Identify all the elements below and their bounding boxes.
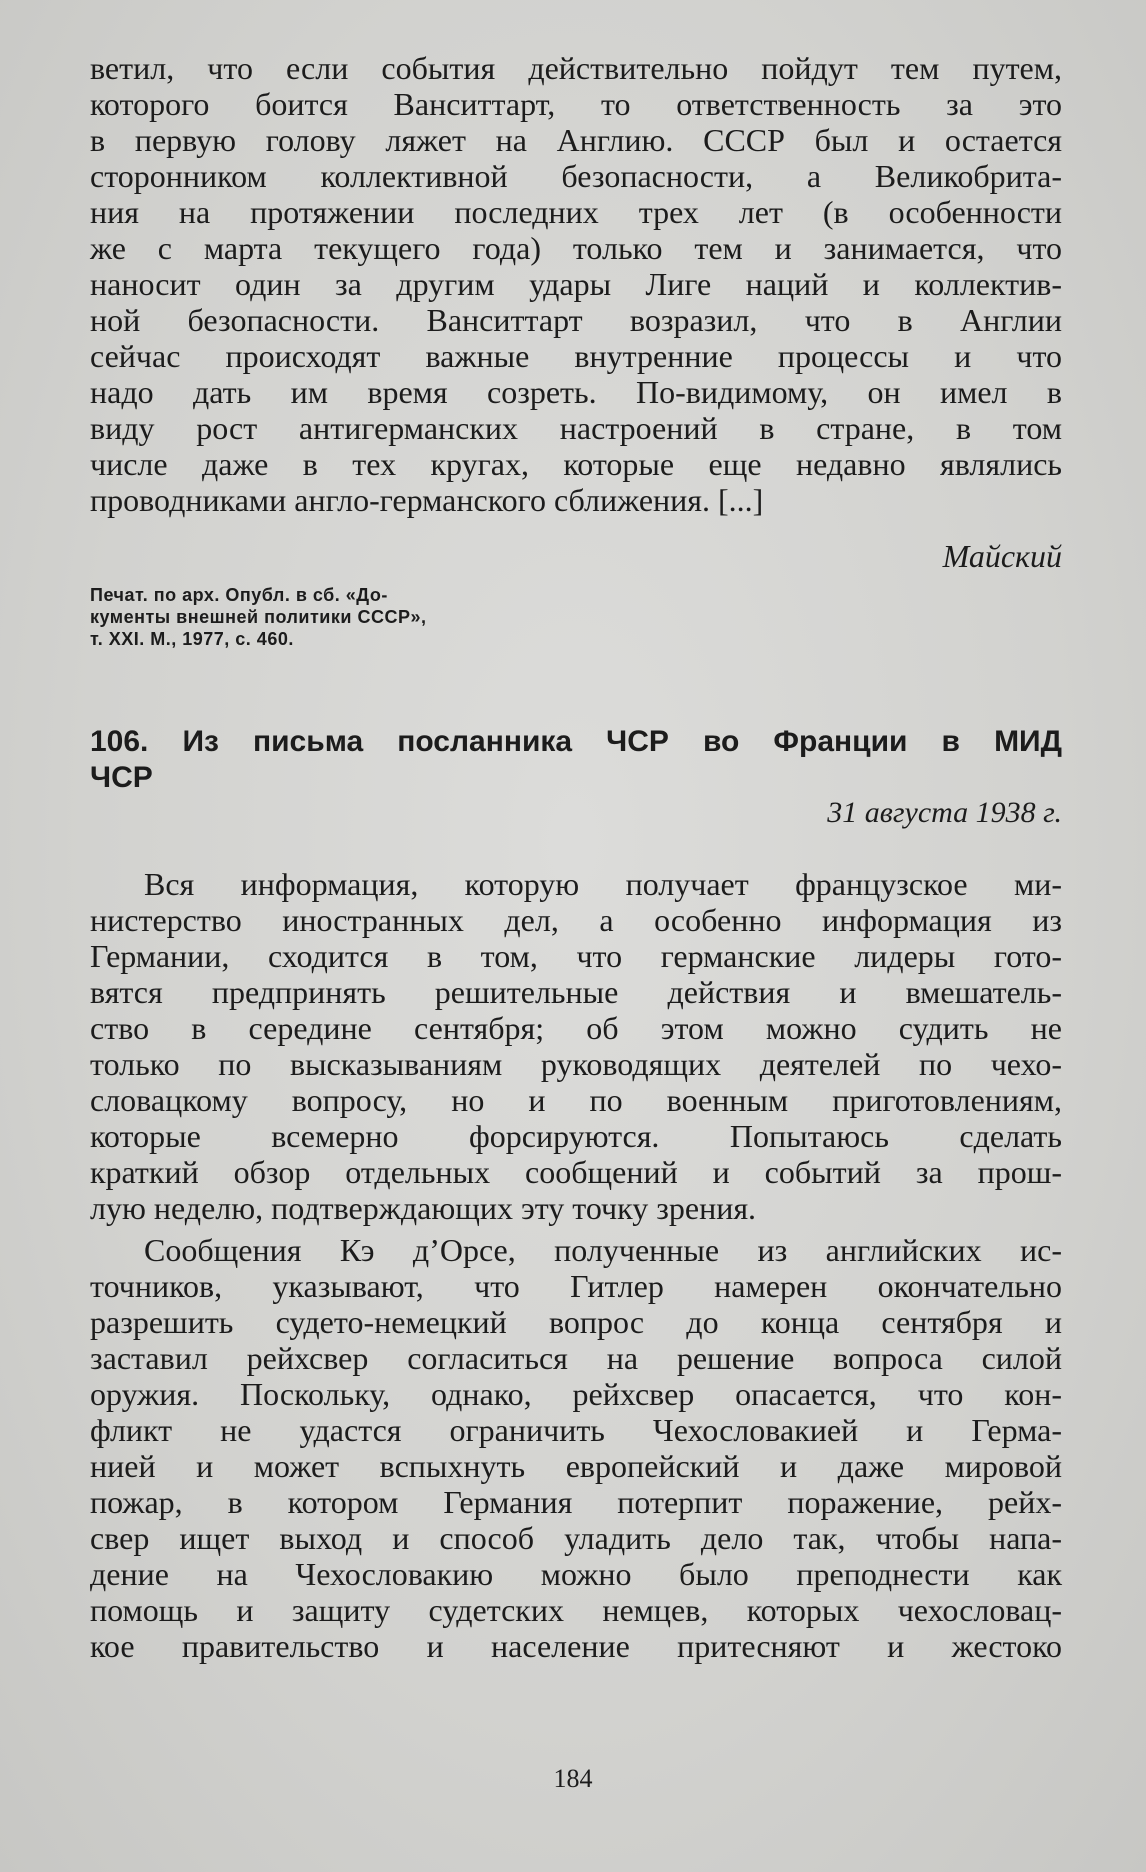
text-line: пожар, в котором Германия потерпит поражение, рейх- <box>90 1484 1062 1520</box>
paragraph-1 <box>90 866 1062 1226</box>
heading-line: ЧСР <box>90 761 153 794</box>
document-heading <box>90 724 1062 796</box>
text-line: кое правительство и население притесняют и жестоко <box>90 1628 1062 1664</box>
document-date: 31 августа 1938 г. <box>827 796 1062 829</box>
text-line: нией и может вспыхнуть европейский и даже мировой <box>90 1448 1062 1484</box>
page-number: 184 <box>553 1764 593 1793</box>
text-line: лую неделю, подтверждающих эту точку зрения. <box>90 1190 757 1226</box>
text-line: надо дать им время созреть. По-видимому, он имел в <box>90 374 1062 410</box>
text-line: ной безопасности. Ванситтарт возразил, что в Англии <box>90 302 1062 338</box>
text-line: заставил рейхсвер согласиться на решение вопроса силой <box>90 1340 1062 1376</box>
text-line: же с марта текущего года) только тем и занимается, что <box>90 230 1062 266</box>
source-note-line: т. XXI. М., 1977, с. 460. <box>90 629 294 649</box>
text-line: сторонником коллективной безопасности, а Великобрита- <box>90 158 1062 194</box>
text-line: ния на протяжении последних трех лет (в особенности <box>90 194 1062 230</box>
text-line: Германии, сходится в том, что германские лидеры гото- <box>90 938 1062 974</box>
text-line: словацкому вопросу, но и по военным приготовлениям, <box>90 1082 1062 1118</box>
text-line: нистерство иностранных дел, а особенно информация из <box>90 902 1062 938</box>
text-line: виду рост антигерманских настроений в стране, в том <box>90 410 1062 446</box>
text-line: оружия. Поскольку, однако, рейхсвер опасается, что кон- <box>90 1376 1062 1412</box>
text-line: только по высказываниям руководящих деятелей по чехо- <box>90 1046 1062 1082</box>
text-line: числе даже в тех кругах, которые еще недавно являлись <box>90 446 1062 482</box>
text-line: наносит один за другим удары Лиге наций и коллектив- <box>90 266 1062 302</box>
text-line: фликт не удастся ограничить Чехословакией и Герма- <box>90 1412 1062 1448</box>
signature: Майский <box>942 538 1062 574</box>
source-note-line: кументы внешней политики СССР», <box>90 607 427 627</box>
text-line: свер ищет выход и способ уладить дело так, чтобы напа- <box>90 1520 1062 1556</box>
text-line: ветил, что если события действительно пойдут тем путем, <box>90 50 1062 86</box>
top-paragraph <box>90 50 1062 518</box>
text-line: разрешить судето-немецкий вопрос до конца сентября и <box>90 1304 1062 1340</box>
source-note <box>90 584 426 650</box>
text-line: которые всемерно форсируются. Попытаюсь сделать <box>90 1118 1062 1154</box>
text-line: Сообщения Кэ д’Орсе, полученные из английских ис- <box>144 1232 1062 1268</box>
text-line: которого боится Ванситтарт, то ответственность за это <box>90 86 1062 122</box>
text-line: помощь и защиту судетских немцев, которых чехословац- <box>90 1592 1062 1628</box>
heading-line: 106. Из письма посланника ЧСР во Франции в МИД <box>90 725 1062 758</box>
text-line: ство в середине сентября; об этом можно судить не <box>90 1010 1062 1046</box>
text-line: дение на Чехословакию можно было преподнести как <box>90 1556 1062 1592</box>
paragraph-2 <box>90 1232 1062 1664</box>
text-line: точников, указывают, что Гитлер намерен окончательно <box>90 1268 1062 1304</box>
source-note-line: Печат. по арх. Опубл. в сб. «До- <box>90 585 388 605</box>
text-line: вятся предпринять решительные действия и вмешатель- <box>90 974 1062 1010</box>
text-line: Вся информация, которую получает французское ми- <box>144 866 1062 902</box>
text-line: в первую голову ляжет на Англию. СССР был и остается <box>90 122 1062 158</box>
text-line: сейчас происходят важные внутренние процессы и что <box>90 338 1062 374</box>
text-line: проводниками англо-германского сближения. [...] <box>90 482 764 518</box>
text-line: краткий обзор отдельных сообщений и событий за прош- <box>90 1154 1062 1190</box>
